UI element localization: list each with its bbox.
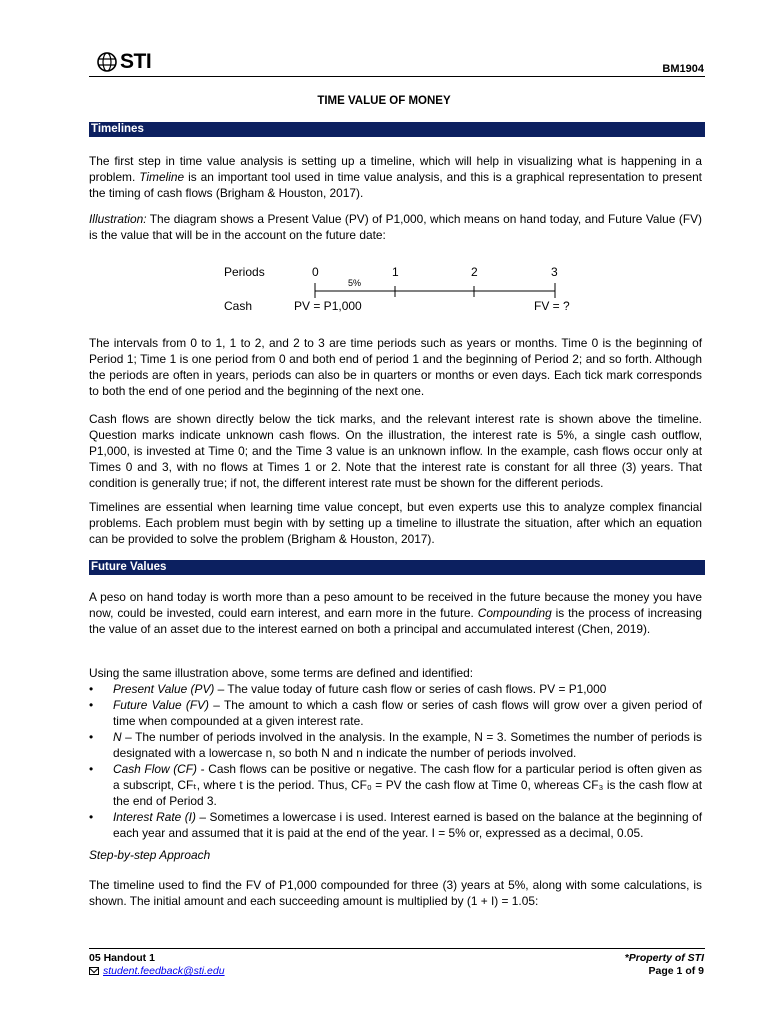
paragraph-intervals: The intervals from 0 to 1, 1 to 2, and 2 to 3 are time periods such as years or months. Time 0 is the beginning of Period 1; Time 1 is one period from 0 and both end of period 1 and the beginning of Period 2; and so forth. Although the periods are often in years, periods can also be in quarters or months or even days. Each tick mark corresponds to both the end of one period and the beginning of the next one.	[89, 336, 702, 398]
terms-list	[89, 681, 702, 841]
footer-email	[89, 965, 225, 977]
document-title: TIME VALUE OF MONEY	[317, 95, 451, 107]
bullet-icon: •	[89, 682, 94, 696]
header-divider	[89, 76, 705, 77]
bullet-icon: •	[89, 810, 94, 824]
document-code: BM1904	[662, 63, 704, 75]
illustration-label: Illustration:	[89, 212, 147, 226]
mail-icon	[89, 967, 99, 975]
paragraph-fv-calculation: The timeline used to find the FV of P1,000 compounded for three (3) years at 5%, along with some calculations, is shown. The initial amount and each succeeding amount is multiplied by (1 + I) = 1.05:	[89, 878, 702, 908]
page-number: Page 1 of 9	[648, 965, 704, 977]
paragraph-illustration: Illustration: The diagram shows a Present Value (PV) of P1,000, which means on hand today, and Future Value (FV) is the value that will be in the account on the future date:	[89, 212, 702, 242]
tick-label-3: 3	[551, 265, 558, 279]
interest-rate-label: 5%	[348, 278, 362, 288]
sti-logo	[96, 50, 151, 74]
step-by-step-heading: Step-by-step Approach	[89, 848, 211, 862]
list-item: • Cash Flow (CF) - Cash flows can be positive or negative. The cash flow for a particular period is often given as a subscript, CFₜ, where t is the period. Thus, CF₀ = PV the cash flow at Time 0, whereas CF₃ is the cash flow at the end of Period 3.	[89, 762, 702, 808]
paragraph-terms-intro: Using the same illustration above, some terms are defined and identified:	[89, 666, 474, 680]
feedback-email-link[interactable]: student.feedback@sti.edu	[103, 965, 225, 977]
footer-divider	[89, 948, 705, 949]
timeline-diagram	[224, 264, 584, 320]
logo-text: STI	[120, 50, 152, 73]
section-heading-timelines: Timelines	[89, 122, 705, 137]
globe-icon	[96, 51, 118, 73]
list-item: • Present Value (PV) – The value today of future cash flow or series of cash flows. PV = P1,000	[89, 682, 607, 696]
term-timeline: Timeline	[139, 170, 185, 184]
bullet-icon: •	[89, 762, 94, 776]
tick-label-2: 2	[471, 265, 478, 279]
list-item: • Future Value (FV) – The amount to which a cash flow or series of cash flows will grow over a given period of time when compounded at a given interest rate.	[89, 698, 702, 728]
handout-label: 05 Handout 1	[89, 952, 155, 964]
periods-label: Periods	[224, 265, 265, 279]
paragraph-timeline-intro: The first step in time value analysis is setting up a timeline, which will help in visualizing what is happening in a problem. Timeline is an important tool used in time value analysis, and this is a graphical representation to present the timing of cash flows (Brigham & Houston, 2017).	[89, 154, 702, 200]
pv-label: PV = P1,000	[294, 299, 362, 313]
paragraph-cash-flows: Cash flows are shown directly below the tick marks, and the relevant interest rate is shown above the timeline. Question marks indicate unknown cash flows. On the illustration, the interest rate is 5%, a single cash outflow, P1,000, is invested at Time 0; and the Time 3 value is an unknown inflow. In the example, cash flows occur only at Times 0 and 3, with no flows at Times 1 or 2. Note that the interest rate is constant for all three (3) years. That condition is generally true; if not, the different interest rate must be shown for the different periods.	[89, 412, 702, 490]
paragraph-future-values-intro: A peso on hand today is worth more than a peso amount to be received in the future because the money you have now, could be invested, could earn interest, and earn more in the future. Compounding is the process of increasing the value of an asset due to the interest earned on both a principal and accumulated interest (Chen, 2019).	[89, 590, 702, 636]
cash-label: Cash	[224, 299, 253, 313]
tick-label-0: 0	[312, 265, 319, 279]
paragraph-timelines-essential: Timelines are essential when learning time value concept, but even experts use this to analyze complex financial problems. Each problem must begin with by setting up a timeline to illustrate the situation, after which an equation can be provided to solve the problem (Brigham & Houston, 2017).	[89, 500, 702, 546]
term-compounding: Compounding	[477, 606, 552, 620]
bullet-icon: •	[89, 730, 94, 744]
tick-label-1: 1	[392, 265, 399, 279]
list-item: • Interest Rate (I) – Sometimes a lowercase i is used. Interest earned is based on the balance at the beginning of each year and assumed that it is paid at the end of the year. I = 5% or, expressed as a decimal, 0.05.	[89, 810, 702, 840]
property-label: *Property of STI	[624, 952, 704, 964]
fv-label: FV = ?	[534, 299, 570, 313]
bullet-icon: •	[89, 698, 94, 712]
section-heading-future-values: Future Values	[89, 560, 705, 575]
list-item: • N – The number of periods involved in the analysis. In the example, N = 3. Sometimes the number of periods is designated with a lowercase n, so both N and n indicate the number of periods involved.	[89, 730, 702, 760]
